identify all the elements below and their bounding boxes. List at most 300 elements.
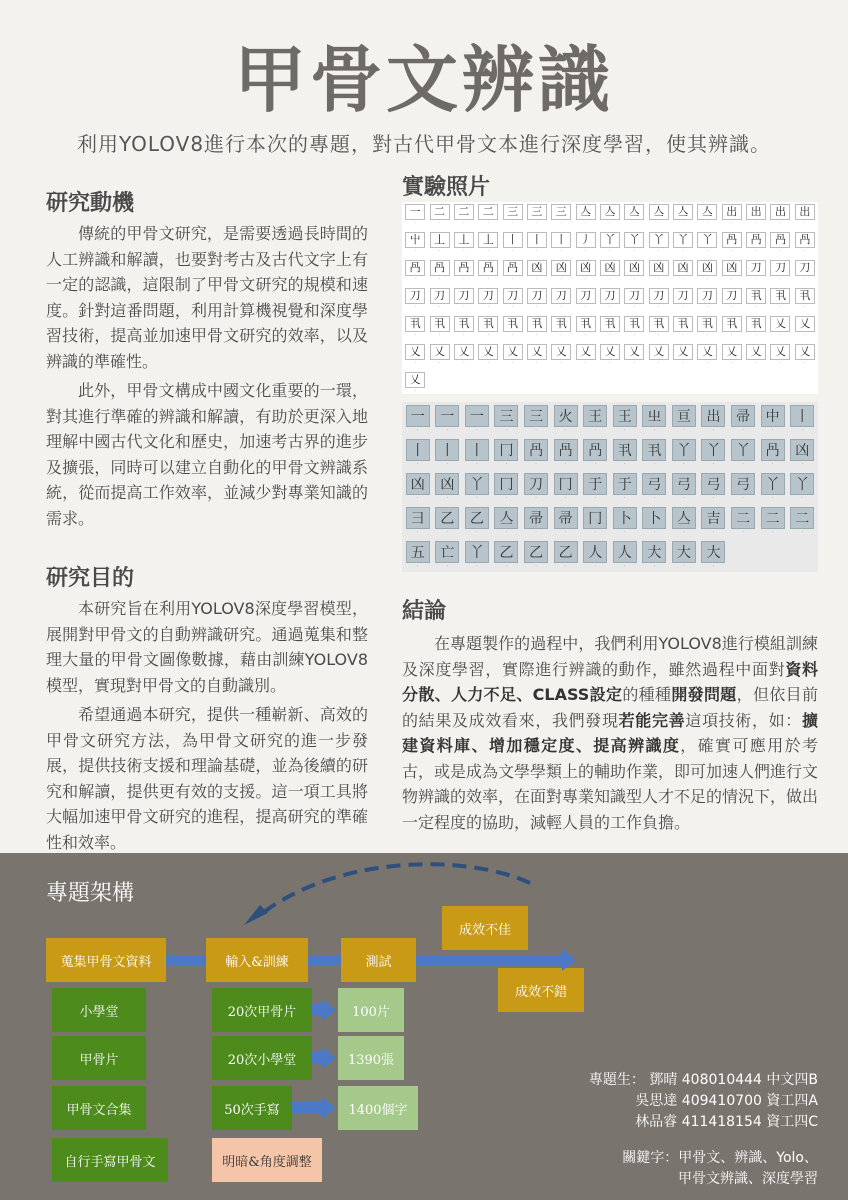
glyph-image: 丮 <box>430 316 450 332</box>
glyph-caption: · <box>804 248 806 253</box>
glyph-image: 凶 <box>435 473 459 495</box>
glyph-image: 丫 <box>673 232 693 248</box>
glyph-thumbnail <box>599 260 621 287</box>
glyph-thumbnail <box>526 260 548 287</box>
glyph-caption: · <box>585 276 587 281</box>
glyph-thumbnail <box>526 204 548 231</box>
training-box: 50次手寫 <box>212 1086 292 1130</box>
glyph-caption: · <box>511 220 514 225</box>
glyph-thumbnail <box>648 344 670 371</box>
glyph-caption: · <box>712 495 715 500</box>
glyph-thumbnail <box>700 507 728 540</box>
glyph-caption: · <box>731 248 733 253</box>
result-count-box: 1400個字 <box>338 1086 418 1130</box>
glyph-image: 亘 <box>672 405 696 427</box>
glyph-image: 亡 <box>435 541 459 563</box>
glyph-image: 丮 <box>600 316 620 332</box>
glyph-image: 丫 <box>701 439 725 461</box>
motivation-paragraph-1: 傳統的甲骨文研究，是需要透過長時間的人工辨識和解讀，也要對考古及古代文字上有一定的認識，這限制了甲骨文研究的規模和速度。針對這番問題，利用計算機視覺和深度學習技術，提高並加速甲骨文研究的效率，以及辨識的準確性。 <box>46 224 368 371</box>
glyph-thumbnail <box>794 232 816 259</box>
glyph-image: 出 <box>722 204 742 220</box>
glyph-caption: · <box>585 332 587 337</box>
glyph-image: 乂 <box>527 344 547 360</box>
glyph-thumbnail <box>574 316 596 343</box>
flow-arrow-shaft <box>166 955 206 965</box>
glyph-image: 吉 <box>701 507 725 529</box>
glyph-caption: · <box>755 220 757 225</box>
glyph-caption: · <box>731 332 733 337</box>
glyph-thumbnail <box>599 232 621 259</box>
glyph-image: 乂 <box>722 344 742 360</box>
glyph-thumbnail <box>463 473 491 506</box>
glyph-image: 丮 <box>576 316 596 332</box>
glyph-caption: · <box>804 276 806 281</box>
glyph-thumbnail <box>670 507 698 540</box>
glyph-caption: · <box>505 563 508 568</box>
glyph-thumbnail <box>769 260 791 287</box>
glyph-caption: · <box>560 332 562 337</box>
glyph-thumbnail <box>623 204 645 231</box>
glyph-image: 冎 <box>761 439 785 461</box>
glyph-image: 弓 <box>701 473 725 495</box>
glyph-caption: · <box>731 276 733 281</box>
glyph-caption: · <box>658 276 660 281</box>
glyph-thumbnail <box>611 473 639 506</box>
conclusion-text: 的種種 <box>622 685 672 704</box>
glyph-thumbnail <box>404 541 432 574</box>
glyph-caption: · <box>536 304 538 309</box>
glyph-caption: · <box>653 529 655 534</box>
glyph-thumbnail <box>745 316 767 343</box>
glyph-caption: · <box>505 529 508 534</box>
glyph-caption: · <box>609 276 611 281</box>
glyph-image: 卜 <box>613 507 637 529</box>
glyph-caption: · <box>633 276 635 281</box>
glyph-thumbnail <box>574 344 596 371</box>
glyph-caption: · <box>683 495 685 500</box>
glyph-image: 冎 <box>746 232 766 248</box>
conclusion-text: ，但依目前的結果及成效看來，我們發現 <box>402 685 818 730</box>
glyph-thumbnail <box>794 288 816 315</box>
glyph-image: 乂 <box>551 344 571 360</box>
training-arrow-head <box>322 999 336 1021</box>
glyph-caption: · <box>658 332 660 337</box>
glyph-caption: · <box>585 248 587 253</box>
glyph-thumbnail <box>745 204 767 231</box>
source-box: 自行手寫甲骨文 <box>52 1138 168 1182</box>
glyph-caption: · <box>755 276 757 281</box>
glyph-caption: · <box>633 332 635 337</box>
glyph-image: 丮 <box>722 316 742 332</box>
glyph-thumbnail <box>623 288 645 315</box>
motivation-paragraph-2: 此外，甲骨文構成中國文化重要的一環，對其進行準確的辨識和解讀，有助於更深入地理解中國古代文化和歷史，加速考古界的進步及擴張，同時可以建立自動化的甲骨文辨識系統，從而提高工作效率，並減少對專業知識的需求。 <box>46 381 368 528</box>
glyph-caption: · <box>417 529 419 534</box>
glyph-caption: · <box>511 248 514 253</box>
glyph-image: 凶 <box>600 260 620 276</box>
glyph-caption: · <box>653 427 655 432</box>
glyph-caption: · <box>564 495 567 500</box>
glyph-thumbnail <box>428 288 450 315</box>
glyph-caption: · <box>535 461 537 466</box>
glyph-caption: · <box>463 360 465 365</box>
glyph-image: 三 <box>524 405 548 427</box>
glyph-thumbnail <box>463 439 491 472</box>
glyph-thumbnail <box>670 473 698 506</box>
glyph-caption: · <box>801 495 803 500</box>
glyph-thumbnail <box>552 439 580 472</box>
glyph-thumbnail <box>453 344 475 371</box>
glyph-caption: · <box>438 332 441 337</box>
glyph-caption: · <box>414 388 416 393</box>
glyph-caption: · <box>742 529 744 534</box>
glyph-image: 二 <box>761 507 785 529</box>
glyph-thumbnail <box>581 405 609 438</box>
glyph-caption: · <box>683 563 685 568</box>
glyph-thumbnail <box>759 439 787 472</box>
glyph-image: 丫 <box>624 232 644 248</box>
glyph-thumbnail <box>648 204 670 231</box>
glyph-thumbnail <box>648 232 670 259</box>
glyph-image: 乂 <box>770 316 790 332</box>
glyph-image: 亼 <box>600 204 620 220</box>
glyph-caption: · <box>706 360 709 365</box>
glyph-thumbnail <box>574 204 596 231</box>
glyph-thumbnail <box>696 344 718 371</box>
glyph-image: 凶 <box>576 260 596 276</box>
glyph-thumbnail <box>745 260 767 287</box>
glyph-image: 刀 <box>430 288 450 304</box>
glyph-caption: · <box>742 461 744 466</box>
glyph-caption: · <box>779 220 782 225</box>
glyph-caption: · <box>487 360 489 365</box>
glyph-thumbnail <box>721 204 743 231</box>
glyph-thumbnail <box>641 473 669 506</box>
glyph-thumbnail <box>493 541 521 574</box>
glyph-caption: · <box>535 563 537 568</box>
glyph-thumbnail <box>788 405 816 438</box>
glyph-thumbnail <box>623 260 645 287</box>
conclusion-heading: 結論 <box>402 599 447 624</box>
glyph-image: 王 <box>583 405 607 427</box>
glyph-thumbnail <box>641 439 669 472</box>
glyph-image: 乂 <box>649 344 669 360</box>
glyph-image: 乙 <box>435 507 459 529</box>
glyph-caption: · <box>560 304 562 309</box>
glyph-caption: · <box>779 276 782 281</box>
glyph-caption: · <box>624 563 626 568</box>
glyph-thumbnail <box>522 439 550 472</box>
glyph-image: 刀 <box>503 288 523 304</box>
glyph-image: 凶 <box>673 260 693 276</box>
glyph-thumbnail <box>477 232 499 259</box>
glyph-thumbnail <box>434 507 462 540</box>
glyph-thumbnail <box>769 344 791 371</box>
glyph-image: 凶 <box>649 260 669 276</box>
glyph-image: 冎 <box>722 232 742 248</box>
glyph-caption: · <box>755 360 757 365</box>
glyph-caption: · <box>594 529 596 534</box>
glyph-caption: · <box>535 529 537 534</box>
glyph-thumbnail <box>434 405 462 438</box>
glyph-image: 乙 <box>494 541 518 563</box>
glyph-thumbnail <box>477 316 499 343</box>
purpose-paragraph-2: 希望通過本研究，提供一種嶄新、高效的甲骨文研究方法，為甲骨文研究的進一步發展，提供技術支援和理論基礎，並為後續的研究和解讀，提供更有效的支援。這一項工具將大幅加速甲骨文研究的進程，提高研究的準確性和效率。 <box>46 705 368 852</box>
glyph-caption: · <box>463 248 465 253</box>
glyph-caption: · <box>624 529 626 534</box>
training-arrow-head <box>322 1047 336 1069</box>
glyph-caption: · <box>706 248 709 253</box>
glyph-caption: · <box>731 220 733 225</box>
glyph-image: 出 <box>795 204 815 220</box>
glyph-image: 冎 <box>795 232 815 248</box>
glyph-image: 丫 <box>465 541 489 563</box>
glyph-thumbnail <box>463 541 491 574</box>
glyph-image: 火 <box>554 405 578 427</box>
glyph-image: 冎 <box>430 260 450 276</box>
glyph-image: 二 <box>731 507 755 529</box>
glyph-thumbnail <box>788 439 816 472</box>
glyph-caption: · <box>476 529 478 534</box>
glyph-thumbnail <box>550 232 572 259</box>
glyph-thumbnail <box>672 344 694 371</box>
glyph-caption: · <box>536 360 538 365</box>
glyph-image: 中 <box>761 405 785 427</box>
glyph-image: 丄 <box>478 232 498 248</box>
glyph-thumbnail <box>672 288 694 315</box>
glyph-caption: · <box>487 248 489 253</box>
glyph-thumbnail <box>696 316 718 343</box>
glyph-image: 丫 <box>600 232 620 248</box>
glyph-thumbnail <box>574 232 596 259</box>
glyph-caption: · <box>463 304 465 309</box>
glyph-thumbnail <box>696 232 718 259</box>
conclusion-emphasis: 若能完善 <box>618 710 686 730</box>
glyph-image: 刀 <box>600 288 620 304</box>
glyph-caption: · <box>594 563 596 568</box>
glyph-image: 于 <box>583 473 607 495</box>
glyph-thumbnail <box>428 260 450 287</box>
glyph-image: 卜 <box>642 507 666 529</box>
glyph-caption: · <box>438 360 441 365</box>
glyph-caption: · <box>653 563 655 568</box>
glyph-caption: · <box>624 461 626 466</box>
glyph-image: 丮 <box>697 316 717 332</box>
glyph-image: 刀 <box>454 288 474 304</box>
glyph-caption: · <box>801 461 803 466</box>
glyph-thumbnail <box>477 344 499 371</box>
glyph-caption: · <box>742 427 744 432</box>
glyph-caption: · <box>417 495 419 500</box>
member-line: 吳思達 409410700 資工四A <box>635 1093 818 1109</box>
glyph-caption: · <box>609 332 611 337</box>
glyph-image: 亼 <box>576 204 596 220</box>
glyph-image: 刀 <box>722 288 742 304</box>
glyph-thumbnail <box>641 405 669 438</box>
glyph-caption: · <box>755 304 757 309</box>
glyph-image: 凶 <box>624 260 644 276</box>
glyph-image: 㞢 <box>642 405 666 427</box>
glyph-image: 丮 <box>746 316 766 332</box>
glyph-image: 亼 <box>697 204 717 220</box>
glyph-image: 乂 <box>697 344 717 360</box>
glyph-image: 丮 <box>673 316 693 332</box>
test-box: 測試 <box>341 938 416 982</box>
glyph-thumbnail <box>581 541 609 574</box>
glyph-caption: · <box>653 461 655 466</box>
glyph-caption: · <box>463 220 465 225</box>
glyph-caption: · <box>771 495 774 500</box>
glyph-image: 丮 <box>454 316 474 332</box>
glyph-caption: · <box>712 563 715 568</box>
glyph-caption: · <box>438 304 441 309</box>
glyph-image: 丮 <box>649 316 669 332</box>
glyph-thumbnail <box>721 288 743 315</box>
glyph-thumbnail <box>526 232 548 259</box>
glyph-caption: · <box>417 563 419 568</box>
glyph-caption: · <box>585 304 587 309</box>
glyph-image: 冎 <box>503 260 523 276</box>
glyph-caption: · <box>511 360 514 365</box>
glyph-thumbnail <box>672 204 694 231</box>
glyph-image: 乂 <box>746 344 766 360</box>
glyph-image: 一 <box>405 204 425 220</box>
glyph-image: 丫 <box>790 473 814 495</box>
glyph-caption: · <box>658 248 660 253</box>
glyph-caption: · <box>706 332 709 337</box>
glyph-caption: · <box>585 220 587 225</box>
glyph-caption: · <box>653 495 655 500</box>
glyph-image: 丫 <box>731 439 755 461</box>
glyph-thumbnail <box>552 507 580 540</box>
keywords-line <box>622 1148 818 1169</box>
glyph-thumbnail <box>769 232 791 259</box>
glyph-image: 屮 <box>405 232 425 248</box>
glyph-image: 丨 <box>503 232 523 248</box>
glyph-thumbnail <box>759 473 787 506</box>
glyph-thumbnail <box>404 288 426 315</box>
glyph-thumbnail <box>428 232 450 259</box>
glyph-caption: · <box>463 276 465 281</box>
glyph-caption: · <box>804 220 806 225</box>
glyph-caption: · <box>624 427 626 432</box>
glyph-image: 冎 <box>524 439 548 461</box>
glyph-caption: · <box>594 461 596 466</box>
glyph-thumbnail <box>501 204 523 231</box>
keywords-label: 關鍵字： <box>622 1150 679 1166</box>
glyph-caption: · <box>779 360 782 365</box>
glyph-image: 王 <box>613 405 637 427</box>
glyph-caption: · <box>535 495 537 500</box>
glyph-image: 亼 <box>673 204 693 220</box>
glyph-image: 冎 <box>405 260 425 276</box>
glyph-thumbnail <box>493 405 521 438</box>
glyph-image: 丨 <box>465 439 489 461</box>
glyph-thumbnail <box>700 405 728 438</box>
glyph-caption: · <box>633 304 635 309</box>
glyph-thumbnail <box>404 204 426 231</box>
glyph-image: 乙 <box>554 541 578 563</box>
glyph-image: 三 <box>527 204 547 220</box>
glyph-thumbnail <box>550 288 572 315</box>
conclusion-section <box>402 594 818 835</box>
glyph-caption: · <box>594 427 596 432</box>
glyph-thumbnail <box>493 507 521 540</box>
glyph-image: 冂 <box>554 473 578 495</box>
glyph-caption: · <box>712 461 715 466</box>
glyph-thumbnail <box>434 473 462 506</box>
glyph-caption: · <box>438 220 441 225</box>
glyph-caption: · <box>476 563 478 568</box>
glyph-caption: · <box>414 248 416 253</box>
glyph-image: 凶 <box>697 260 717 276</box>
glyph-image: 丮 <box>405 316 425 332</box>
glyph-thumbnail <box>759 405 787 438</box>
glyph-thumbnail <box>729 405 757 438</box>
glyph-image: 乂 <box>430 344 450 360</box>
glyph-caption: · <box>505 495 508 500</box>
glyph-thumbnail <box>501 260 523 287</box>
glyph-thumbnail <box>526 288 548 315</box>
glyph-caption: · <box>535 427 537 432</box>
credits-line <box>589 1070 818 1091</box>
glyph-thumbnail <box>721 316 743 343</box>
glyph-thumbnail <box>599 344 621 371</box>
glyph-image: 帚 <box>524 507 548 529</box>
glyph-thumbnail <box>526 344 548 371</box>
glyph-thumbnail <box>611 507 639 540</box>
source-box: 甲骨片 <box>52 1036 146 1080</box>
glyph-image: 丨 <box>527 232 547 248</box>
glyph-image: 二 <box>790 507 814 529</box>
adjustment-box: 明暗&角度調整 <box>212 1138 322 1182</box>
glyph-caption: · <box>771 461 774 466</box>
glyph-caption: · <box>658 360 660 365</box>
glyph-thumbnail <box>434 439 462 472</box>
glyph-caption: · <box>706 304 709 309</box>
glyph-thumbnail <box>700 439 728 472</box>
glyph-thumbnail <box>670 405 698 438</box>
glyph-image: 乂 <box>770 344 790 360</box>
glyph-thumbnail <box>574 260 596 287</box>
glyph-thumbnail <box>428 316 450 343</box>
glyph-thumbnail <box>434 541 462 574</box>
glyph-thumbnail <box>745 344 767 371</box>
training-box: 20次甲骨片 <box>212 988 312 1032</box>
glyph-caption: · <box>658 220 660 225</box>
glyph-caption: · <box>564 461 567 466</box>
glyph-caption: · <box>801 529 803 534</box>
glyph-image: 一 <box>435 405 459 427</box>
glyph-caption: · <box>560 248 562 253</box>
glyph-image: 乂 <box>478 344 498 360</box>
credits-label: 專題生： <box>588 1072 645 1088</box>
poster-title: 甲骨文辨識 <box>233 38 614 122</box>
glyph-image: 人 <box>583 541 607 563</box>
glyph-caption: · <box>771 427 774 432</box>
glyph-caption: · <box>505 427 508 432</box>
glyph-caption: · <box>511 332 514 337</box>
glyph-image: 刀 <box>649 288 669 304</box>
glyph-image: 乙 <box>524 541 548 563</box>
glyph-thumbnail <box>463 405 491 438</box>
glyph-thumbnail <box>404 473 432 506</box>
glyph-thumbnail <box>477 204 499 231</box>
glyph-thumbnail <box>696 260 718 287</box>
glyph-thumbnail <box>745 288 767 315</box>
glyph-caption: · <box>682 248 684 253</box>
glyph-image: 弓 <box>672 473 696 495</box>
glyph-caption: · <box>414 276 416 281</box>
